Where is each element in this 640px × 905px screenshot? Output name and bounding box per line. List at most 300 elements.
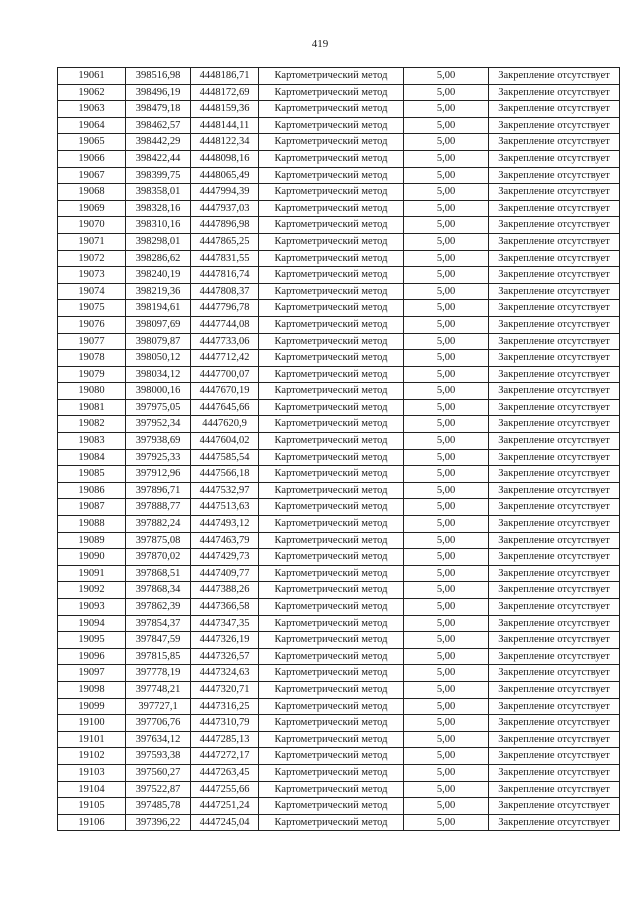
accuracy-cell: 5,00 — [404, 516, 489, 533]
accuracy-cell: 5,00 — [404, 565, 489, 582]
accuracy-cell: 5,00 — [404, 698, 489, 715]
y-coordinate-cell: 4447388,26 — [191, 582, 259, 599]
table-row — [58, 648, 620, 665]
table-row — [58, 333, 620, 350]
fixation-cell: Закрепление отсутствует — [489, 582, 620, 599]
y-coordinate-cell: 4447245,04 — [191, 814, 259, 831]
table-row — [58, 217, 620, 234]
accuracy-cell: 5,00 — [404, 399, 489, 416]
coordinates-table — [57, 67, 620, 831]
accuracy-cell: 5,00 — [404, 715, 489, 732]
table-row — [58, 267, 620, 284]
method-cell: Картометрический метод — [259, 582, 404, 599]
point-number-cell: 19092 — [58, 582, 126, 599]
accuracy-cell: 5,00 — [404, 200, 489, 217]
fixation-cell: Закрепление отсутствует — [489, 449, 620, 466]
table-row — [58, 399, 620, 416]
method-cell: Картометрический метод — [259, 433, 404, 450]
point-number-cell: 19093 — [58, 599, 126, 616]
x-coordinate-cell: 397868,51 — [126, 565, 191, 582]
accuracy-cell: 5,00 — [404, 499, 489, 516]
x-coordinate-cell: 398496,19 — [126, 84, 191, 101]
method-cell: Картометрический метод — [259, 665, 404, 682]
y-coordinate-cell: 4448144,11 — [191, 117, 259, 134]
accuracy-cell: 5,00 — [404, 599, 489, 616]
fixation-cell: Закрепление отсутствует — [489, 549, 620, 566]
accuracy-cell: 5,00 — [404, 798, 489, 815]
fixation-cell: Закрепление отсутствует — [489, 68, 620, 85]
accuracy-cell: 5,00 — [404, 449, 489, 466]
y-coordinate-cell: 4447937,03 — [191, 200, 259, 217]
method-cell: Картометрический метод — [259, 798, 404, 815]
method-cell: Картометрический метод — [259, 283, 404, 300]
fixation-cell: Закрепление отсутствует — [489, 681, 620, 698]
x-coordinate-cell: 397396,22 — [126, 814, 191, 831]
y-coordinate-cell: 4447831,55 — [191, 250, 259, 267]
fixation-cell: Закрепление отсутствует — [489, 466, 620, 483]
table-row — [58, 748, 620, 765]
accuracy-cell: 5,00 — [404, 383, 489, 400]
y-coordinate-cell: 4448122,34 — [191, 134, 259, 151]
fixation-cell: Закрепление отсутствует — [489, 665, 620, 682]
fixation-cell: Закрепление отсутствует — [489, 482, 620, 499]
x-coordinate-cell: 397882,24 — [126, 516, 191, 533]
fixation-cell: Закрепление отсутствует — [489, 499, 620, 516]
y-coordinate-cell: 4447744,08 — [191, 316, 259, 333]
point-number-cell: 19097 — [58, 665, 126, 682]
accuracy-cell: 5,00 — [404, 316, 489, 333]
fixation-cell: Закрепление отсутствует — [489, 748, 620, 765]
y-coordinate-cell: 4448159,36 — [191, 101, 259, 118]
y-coordinate-cell: 4447310,79 — [191, 715, 259, 732]
method-cell: Картометрический метод — [259, 350, 404, 367]
fixation-cell: Закрепление отсутствует — [489, 383, 620, 400]
accuracy-cell: 5,00 — [404, 814, 489, 831]
fixation-cell: Закрепление отсутствует — [489, 433, 620, 450]
point-number-cell: 19077 — [58, 333, 126, 350]
y-coordinate-cell: 4447808,37 — [191, 283, 259, 300]
accuracy-cell: 5,00 — [404, 217, 489, 234]
x-coordinate-cell: 398194,61 — [126, 300, 191, 317]
accuracy-cell: 5,00 — [404, 433, 489, 450]
x-coordinate-cell: 397560,27 — [126, 764, 191, 781]
fixation-cell: Закрепление отсутствует — [489, 814, 620, 831]
point-number-cell: 19066 — [58, 150, 126, 167]
coordinates-table-body — [58, 68, 620, 831]
y-coordinate-cell: 4447816,74 — [191, 267, 259, 284]
fixation-cell: Закрепление отсутствует — [489, 184, 620, 201]
y-coordinate-cell: 4448172,69 — [191, 84, 259, 101]
method-cell: Картометрический метод — [259, 781, 404, 798]
table-row — [58, 167, 620, 184]
table-row — [58, 68, 620, 85]
point-number-cell: 19091 — [58, 565, 126, 582]
table-row — [58, 184, 620, 201]
table-row — [58, 764, 620, 781]
table-row — [58, 350, 620, 367]
table-row — [58, 698, 620, 715]
y-coordinate-cell: 4447326,57 — [191, 648, 259, 665]
point-number-cell: 19061 — [58, 68, 126, 85]
accuracy-cell: 5,00 — [404, 117, 489, 134]
method-cell: Картометрический метод — [259, 681, 404, 698]
fixation-cell: Закрепление отсутствует — [489, 715, 620, 732]
table-row — [58, 516, 620, 533]
table-row — [58, 117, 620, 134]
accuracy-cell: 5,00 — [404, 250, 489, 267]
x-coordinate-cell: 397975,05 — [126, 399, 191, 416]
x-coordinate-cell: 397706,76 — [126, 715, 191, 732]
y-coordinate-cell: 4447316,25 — [191, 698, 259, 715]
method-cell: Картометрический метод — [259, 499, 404, 516]
page-number: 419 — [311, 38, 329, 50]
table-row — [58, 316, 620, 333]
method-cell: Картометрический метод — [259, 449, 404, 466]
point-number-cell: 19105 — [58, 798, 126, 815]
method-cell: Картометрический метод — [259, 698, 404, 715]
y-coordinate-cell: 4448186,71 — [191, 68, 259, 85]
y-coordinate-cell: 4447994,39 — [191, 184, 259, 201]
x-coordinate-cell: 397870,02 — [126, 549, 191, 566]
fixation-cell: Закрепление отсутствует — [489, 84, 620, 101]
accuracy-cell: 5,00 — [404, 101, 489, 118]
x-coordinate-cell: 397485,78 — [126, 798, 191, 815]
fixation-cell: Закрепление отсутствует — [489, 798, 620, 815]
accuracy-cell: 5,00 — [404, 366, 489, 383]
point-number-cell: 19094 — [58, 615, 126, 632]
accuracy-cell: 5,00 — [404, 233, 489, 250]
fixation-cell: Закрепление отсутствует — [489, 698, 620, 715]
method-cell: Картометрический метод — [259, 532, 404, 549]
fixation-cell: Закрепление отсутствует — [489, 250, 620, 267]
x-coordinate-cell: 397912,96 — [126, 466, 191, 483]
x-coordinate-cell: 398050,12 — [126, 350, 191, 367]
point-number-cell: 19072 — [58, 250, 126, 267]
x-coordinate-cell: 397854,37 — [126, 615, 191, 632]
accuracy-cell: 5,00 — [404, 532, 489, 549]
y-coordinate-cell: 4448098,16 — [191, 150, 259, 167]
table-row — [58, 681, 620, 698]
method-cell: Картометрический метод — [259, 250, 404, 267]
point-number-cell: 19082 — [58, 416, 126, 433]
accuracy-cell: 5,00 — [404, 648, 489, 665]
point-number-cell: 19084 — [58, 449, 126, 466]
y-coordinate-cell: 4447285,13 — [191, 731, 259, 748]
fixation-cell: Закрепление отсутствует — [489, 267, 620, 284]
method-cell: Картометрический метод — [259, 84, 404, 101]
x-coordinate-cell: 398442,29 — [126, 134, 191, 151]
method-cell: Картометрический метод — [259, 549, 404, 566]
point-number-cell: 19075 — [58, 300, 126, 317]
table-row — [58, 665, 620, 682]
table-row — [58, 366, 620, 383]
x-coordinate-cell: 397634,12 — [126, 731, 191, 748]
y-coordinate-cell: 4447700,07 — [191, 366, 259, 383]
x-coordinate-cell: 398310,16 — [126, 217, 191, 234]
method-cell: Картометрический метод — [259, 615, 404, 632]
x-coordinate-cell: 397727,1 — [126, 698, 191, 715]
method-cell: Картометрический метод — [259, 715, 404, 732]
point-number-cell: 19104 — [58, 781, 126, 798]
fixation-cell: Закрепление отсутствует — [489, 283, 620, 300]
point-number-cell: 19070 — [58, 217, 126, 234]
fixation-cell: Закрепление отсутствует — [489, 350, 620, 367]
method-cell: Картометрический метод — [259, 267, 404, 284]
point-number-cell: 19062 — [58, 84, 126, 101]
x-coordinate-cell: 397778,19 — [126, 665, 191, 682]
method-cell: Картометрический метод — [259, 150, 404, 167]
fixation-cell: Закрепление отсутствует — [489, 599, 620, 616]
fixation-cell: Закрепление отсутствует — [489, 648, 620, 665]
x-coordinate-cell: 397815,85 — [126, 648, 191, 665]
accuracy-cell: 5,00 — [404, 84, 489, 101]
x-coordinate-cell: 398298,01 — [126, 233, 191, 250]
table-row — [58, 416, 620, 433]
point-number-cell: 19086 — [58, 482, 126, 499]
fixation-cell: Закрепление отсутствует — [489, 416, 620, 433]
x-coordinate-cell: 397925,33 — [126, 449, 191, 466]
fixation-cell: Закрепление отсутствует — [489, 764, 620, 781]
accuracy-cell: 5,00 — [404, 781, 489, 798]
accuracy-cell: 5,00 — [404, 632, 489, 649]
y-coordinate-cell: 4447566,18 — [191, 466, 259, 483]
y-coordinate-cell: 4447429,73 — [191, 549, 259, 566]
method-cell: Картометрический метод — [259, 134, 404, 151]
fixation-cell: Закрепление отсутствует — [489, 150, 620, 167]
point-number-cell: 19102 — [58, 748, 126, 765]
method-cell: Картометрический метод — [259, 366, 404, 383]
y-coordinate-cell: 4447604,02 — [191, 433, 259, 450]
y-coordinate-cell: 4447896,98 — [191, 217, 259, 234]
fixation-cell: Закрепление отсутствует — [489, 516, 620, 533]
method-cell: Картометрический метод — [259, 516, 404, 533]
point-number-cell: 19088 — [58, 516, 126, 533]
accuracy-cell: 5,00 — [404, 68, 489, 85]
y-coordinate-cell: 4447670,19 — [191, 383, 259, 400]
accuracy-cell: 5,00 — [404, 764, 489, 781]
fixation-cell: Закрепление отсутствует — [489, 200, 620, 217]
method-cell: Картометрический метод — [259, 599, 404, 616]
y-coordinate-cell: 4447493,12 — [191, 516, 259, 533]
table-row — [58, 283, 620, 300]
accuracy-cell: 5,00 — [404, 416, 489, 433]
x-coordinate-cell: 398286,62 — [126, 250, 191, 267]
x-coordinate-cell: 398034,12 — [126, 366, 191, 383]
table-row — [58, 499, 620, 516]
x-coordinate-cell: 397938,69 — [126, 433, 191, 450]
fixation-cell: Закрепление отсутствует — [489, 134, 620, 151]
x-coordinate-cell: 398219,36 — [126, 283, 191, 300]
x-coordinate-cell: 397847,59 — [126, 632, 191, 649]
point-number-cell: 19085 — [58, 466, 126, 483]
method-cell: Картометрический метод — [259, 466, 404, 483]
table-row — [58, 532, 620, 549]
point-number-cell: 19101 — [58, 731, 126, 748]
method-cell: Картометрический метод — [259, 68, 404, 85]
x-coordinate-cell: 398422,44 — [126, 150, 191, 167]
table-row — [58, 101, 620, 118]
fixation-cell: Закрепление отсутствует — [489, 117, 620, 134]
x-coordinate-cell: 398079,87 — [126, 333, 191, 350]
method-cell: Картометрический метод — [259, 383, 404, 400]
accuracy-cell: 5,00 — [404, 665, 489, 682]
table-row — [58, 200, 620, 217]
fixation-cell: Закрепление отсутствует — [489, 333, 620, 350]
y-coordinate-cell: 4447733,06 — [191, 333, 259, 350]
method-cell: Картометрический метод — [259, 764, 404, 781]
point-number-cell: 19083 — [58, 433, 126, 450]
accuracy-cell: 5,00 — [404, 283, 489, 300]
fixation-cell: Закрепление отсутствует — [489, 565, 620, 582]
method-cell: Картометрический метод — [259, 117, 404, 134]
y-coordinate-cell: 4447409,77 — [191, 565, 259, 582]
y-coordinate-cell: 4447645,66 — [191, 399, 259, 416]
fixation-cell: Закрепление отсутствует — [489, 167, 620, 184]
accuracy-cell: 5,00 — [404, 549, 489, 566]
accuracy-cell: 5,00 — [404, 167, 489, 184]
table-row — [58, 482, 620, 499]
x-coordinate-cell: 398240,19 — [126, 267, 191, 284]
x-coordinate-cell: 397868,34 — [126, 582, 191, 599]
table-row — [58, 632, 620, 649]
point-number-cell: 19076 — [58, 316, 126, 333]
x-coordinate-cell: 397522,87 — [126, 781, 191, 798]
fixation-cell: Закрепление отсутствует — [489, 615, 620, 632]
point-number-cell: 19063 — [58, 101, 126, 118]
point-number-cell: 19096 — [58, 648, 126, 665]
y-coordinate-cell: 4447366,58 — [191, 599, 259, 616]
point-number-cell: 19073 — [58, 267, 126, 284]
y-coordinate-cell: 4447263,45 — [191, 764, 259, 781]
accuracy-cell: 5,00 — [404, 731, 489, 748]
method-cell: Картометрический метод — [259, 731, 404, 748]
table-row — [58, 814, 620, 831]
table-row — [58, 250, 620, 267]
point-number-cell: 19065 — [58, 134, 126, 151]
method-cell: Картометрический метод — [259, 101, 404, 118]
method-cell: Картометрический метод — [259, 333, 404, 350]
point-number-cell: 19089 — [58, 532, 126, 549]
y-coordinate-cell: 4448065,49 — [191, 167, 259, 184]
accuracy-cell: 5,00 — [404, 350, 489, 367]
method-cell: Картометрический метод — [259, 233, 404, 250]
accuracy-cell: 5,00 — [404, 134, 489, 151]
table-row — [58, 433, 620, 450]
y-coordinate-cell: 4447251,24 — [191, 798, 259, 815]
y-coordinate-cell: 4447255,66 — [191, 781, 259, 798]
x-coordinate-cell: 398000,16 — [126, 383, 191, 400]
x-coordinate-cell: 398479,18 — [126, 101, 191, 118]
fixation-cell: Закрепление отсутствует — [489, 233, 620, 250]
x-coordinate-cell: 398358,01 — [126, 184, 191, 201]
accuracy-cell: 5,00 — [404, 267, 489, 284]
y-coordinate-cell: 4447272,17 — [191, 748, 259, 765]
table-row — [58, 150, 620, 167]
accuracy-cell: 5,00 — [404, 615, 489, 632]
point-number-cell: 19095 — [58, 632, 126, 649]
fixation-cell: Закрепление отсутствует — [489, 366, 620, 383]
table-row — [58, 615, 620, 632]
point-number-cell: 19067 — [58, 167, 126, 184]
point-number-cell: 19068 — [58, 184, 126, 201]
point-number-cell: 19087 — [58, 499, 126, 516]
accuracy-cell: 5,00 — [404, 681, 489, 698]
x-coordinate-cell: 398097,69 — [126, 316, 191, 333]
point-number-cell: 19064 — [58, 117, 126, 134]
y-coordinate-cell: 4447865,25 — [191, 233, 259, 250]
x-coordinate-cell: 398516,98 — [126, 68, 191, 85]
table-row — [58, 233, 620, 250]
table-row — [58, 599, 620, 616]
y-coordinate-cell: 4447620,9 — [191, 416, 259, 433]
x-coordinate-cell: 397748,21 — [126, 681, 191, 698]
method-cell: Картометрический метод — [259, 316, 404, 333]
y-coordinate-cell: 4447320,71 — [191, 681, 259, 698]
x-coordinate-cell: 397862,39 — [126, 599, 191, 616]
x-coordinate-cell: 397888,77 — [126, 499, 191, 516]
x-coordinate-cell: 397896,71 — [126, 482, 191, 499]
point-number-cell: 19081 — [58, 399, 126, 416]
method-cell: Картометрический метод — [259, 399, 404, 416]
table-row — [58, 715, 620, 732]
method-cell: Картометрический метод — [259, 184, 404, 201]
method-cell: Картометрический метод — [259, 648, 404, 665]
accuracy-cell: 5,00 — [404, 150, 489, 167]
table-row — [58, 134, 620, 151]
x-coordinate-cell: 397593,38 — [126, 748, 191, 765]
table-row — [58, 300, 620, 317]
x-coordinate-cell: 398399,75 — [126, 167, 191, 184]
fixation-cell: Закрепление отсутствует — [489, 781, 620, 798]
fixation-cell: Закрепление отсутствует — [489, 316, 620, 333]
method-cell: Картометрический метод — [259, 200, 404, 217]
x-coordinate-cell: 398328,16 — [126, 200, 191, 217]
fixation-cell: Закрепление отсутствует — [489, 217, 620, 234]
point-number-cell: 19069 — [58, 200, 126, 217]
table-row — [58, 549, 620, 566]
y-coordinate-cell: 4447463,79 — [191, 532, 259, 549]
accuracy-cell: 5,00 — [404, 300, 489, 317]
table-row — [58, 781, 620, 798]
x-coordinate-cell: 397952,34 — [126, 416, 191, 433]
fixation-cell: Закрепление отсутствует — [489, 399, 620, 416]
x-coordinate-cell: 397875,08 — [126, 532, 191, 549]
accuracy-cell: 5,00 — [404, 748, 489, 765]
accuracy-cell: 5,00 — [404, 582, 489, 599]
method-cell: Картометрический метод — [259, 632, 404, 649]
accuracy-cell: 5,00 — [404, 466, 489, 483]
accuracy-cell: 5,00 — [404, 482, 489, 499]
point-number-cell: 19103 — [58, 764, 126, 781]
y-coordinate-cell: 4447532,97 — [191, 482, 259, 499]
fixation-cell: Закрепление отсутствует — [489, 101, 620, 118]
point-number-cell: 19090 — [58, 549, 126, 566]
point-number-cell: 19079 — [58, 366, 126, 383]
y-coordinate-cell: 4447324,63 — [191, 665, 259, 682]
method-cell: Картометрический метод — [259, 300, 404, 317]
table-row — [58, 84, 620, 101]
fixation-cell: Закрепление отсутствует — [489, 731, 620, 748]
point-number-cell: 19074 — [58, 283, 126, 300]
method-cell: Картометрический метод — [259, 814, 404, 831]
point-number-cell: 19080 — [58, 383, 126, 400]
table-row — [58, 466, 620, 483]
point-number-cell: 19106 — [58, 814, 126, 831]
point-number-cell: 19098 — [58, 681, 126, 698]
table-row — [58, 798, 620, 815]
y-coordinate-cell: 4447513,63 — [191, 499, 259, 516]
method-cell: Картометрический метод — [259, 565, 404, 582]
